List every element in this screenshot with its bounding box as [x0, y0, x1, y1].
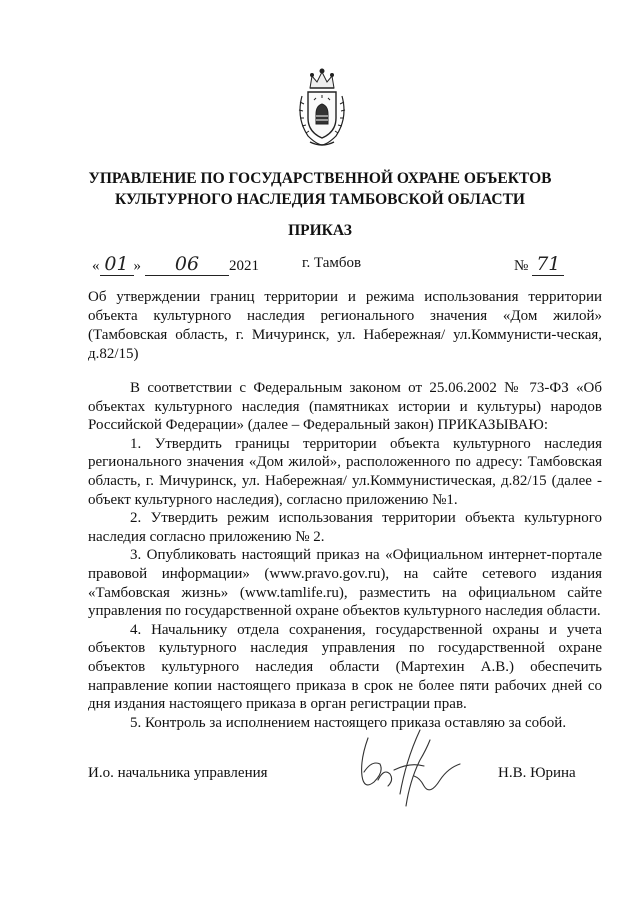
- date-day: 01: [104, 253, 129, 275]
- order-item-2: 2. Утвердить режим использования территории объекта культурного наследия согласно приложению № 2.: [88, 510, 602, 545]
- date-month: 06: [174, 253, 200, 275]
- date-year: 2021: [229, 258, 259, 274]
- city: г. Тамбов: [302, 255, 362, 271]
- date-month-field: [145, 255, 229, 276]
- number-label: №: [514, 258, 529, 274]
- order-item-5: 5. Контроль за исполнением настоящего приказа оставляю за собой.: [130, 714, 567, 731]
- order-item-3: 3. Опубликовать настоящий приказ на «Официальном интернет-портале правовой информации» (www.pravo.gov.ru), на сайте сетевого издания «Тамбовская жизнь» (www.tamlife.ru), разместить на официальном сайте управления по государственной охране объектов культурного наследия области.: [88, 547, 602, 620]
- order-item-4: 4. Начальнику отдела сохранения, государственной охраны и учета объектов культурного наследия управления по государственной охране объектов культурного наследия области (Мартехин А.В.) обеспечить направление копии настоящего приказа в срок не более пяти рабочих дней со дня издания настоящего приказа в орган регистрации прав.: [88, 621, 602, 713]
- number-value: 71: [536, 253, 561, 275]
- document-type: ПРИКАЗ: [288, 222, 352, 239]
- order-number: [514, 255, 564, 276]
- agency-name-line1: УПРАВЛЕНИЕ ПО ГОСУДАРСТВЕННОЙ ОХРАНЕ ОБЪЕКТОВ: [88, 170, 552, 187]
- signer-name: Н.В. Юрина: [498, 765, 576, 781]
- coat-of-arms-icon: [294, 66, 350, 148]
- date-quote-close: »: [133, 258, 141, 274]
- order-subject: Об утверждении границ территории и режима использования территории объекта культурного наследия регионального значения «Дом жилой» (Тамбовская область, г. Мичуринск, ул. Набережная/ ул.Коммунисти-ческая, д.82/15): [88, 289, 602, 362]
- agency-name-line2: КУЛЬТУРНОГО НАСЛЕДИЯ ТАМБОВСКОЙ ОБЛАСТИ: [115, 191, 525, 208]
- order-item-1: 1. Утвердить границы территории объекта культурного наследия регионального значения «Дом жилой», расположенного по адресу: Тамбовская область, г. Мичуринск, ул. Набережная/ ул.Коммунистическая, д.82/15 (далее - объект культурного наследия), согласно приложению №1.: [88, 435, 602, 508]
- signer-role: И.о. начальника управления: [88, 765, 268, 781]
- preamble-paragraph: В соответствии с Федеральным законом от 25.06.2002 № 73-ФЗ «Об объектах культурного наследия (памятниках истории и культуры) народов Российской Федерации» (далее – Федеральный закон) ПРИКАЗЫВАЮ:: [88, 380, 602, 434]
- order-date: [92, 255, 259, 276]
- agency-name: [60, 168, 580, 210]
- handwritten-signature: [350, 720, 466, 812]
- number-field: [532, 255, 564, 276]
- order-body: [88, 379, 602, 732]
- date-quote-open: «: [92, 258, 100, 274]
- date-day-field: [100, 255, 134, 276]
